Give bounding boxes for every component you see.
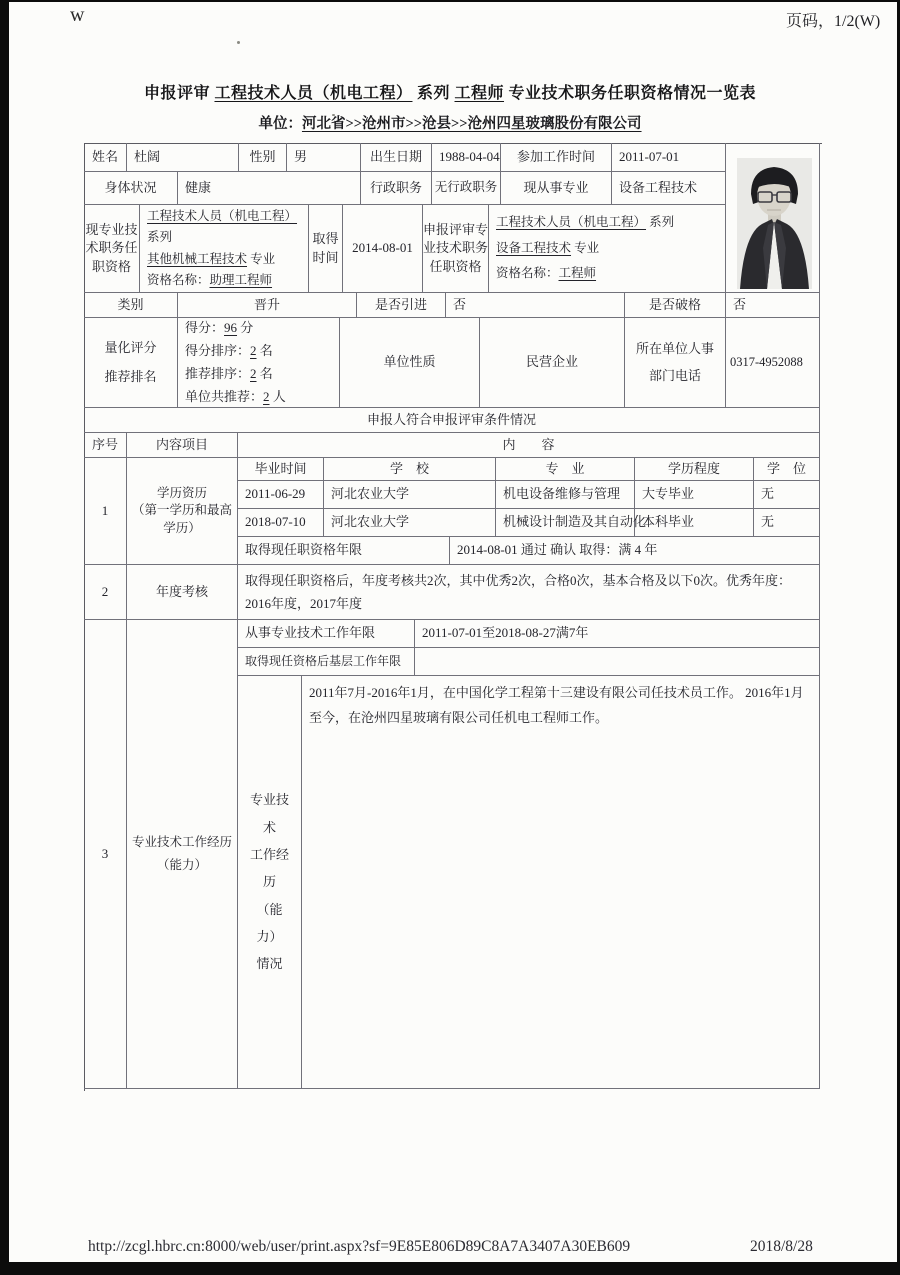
apply-qual-label-line: 申报评审专 (423, 222, 489, 238)
item2-label: 年度考核 (127, 565, 238, 620)
item2-content (238, 565, 820, 620)
score-value: 96 (224, 319, 238, 335)
current-qual-name-label: 资格名称： (147, 273, 210, 287)
rec-total-value: 2 (263, 389, 270, 405)
item1-no: 1 (84, 458, 127, 565)
quant-score-label (84, 318, 178, 408)
title-rank: 工程师 (454, 85, 505, 102)
item3-label-line: （能力） (156, 858, 207, 872)
apply-qual-label-line: 业技术职务 (423, 240, 489, 256)
field-gender-value: 男 (287, 143, 361, 172)
apply-qual-major-suffix: 专业 (571, 240, 600, 255)
field-health-value: 健康 (178, 172, 361, 205)
edu-row1-school: 河北农业大学 (324, 481, 496, 509)
edu-row2-school: 河北农业大学 (324, 509, 496, 537)
current-qual-label-line: 职资格 (91, 258, 131, 274)
quant-score-label-line: 量化评分 (104, 340, 157, 356)
item1-label-line: 学历资历 (156, 485, 207, 500)
item1-label-line: （第一学历和最高 (131, 503, 232, 518)
hr-phone-label (625, 318, 726, 408)
acquire-time-value: 2014-08-01 (343, 205, 423, 293)
score-rank-suffix: 名 (256, 342, 273, 358)
edu-header-major: 专 业 (496, 458, 635, 481)
field-admin-value: 无行政职务 (432, 172, 501, 205)
experience-side-label (238, 676, 302, 1089)
grassroots-value (415, 648, 820, 676)
edu-row1-diploma: 无 (754, 481, 820, 509)
edu-header-degree: 学历程度 (635, 458, 754, 481)
item1-label (127, 458, 238, 565)
field-current-major-value: 设备工程技术 (612, 172, 726, 205)
field-birth-value: 1988-04-04 (432, 143, 501, 172)
page-number: 页码，1/2(W) (786, 13, 881, 30)
exception-value: 否 (726, 293, 820, 318)
title-series: 工程技术人员（机电工程） (214, 85, 413, 102)
current-qual-label-line: 现专业技 (85, 222, 138, 238)
import-label: 是否引进 (357, 293, 446, 318)
category-value: 晋升 (178, 293, 357, 318)
apply-qual-content (489, 205, 726, 293)
score-suffix: 分 (237, 319, 254, 335)
unit-value: 河北省>>沧州市>>沧县>>沧州四星玻璃股份有限公司 (301, 116, 642, 132)
current-qual-content (140, 205, 309, 293)
experience-text: 2011年7月-2016年1月，在中国化学工程第十三建设有限公司任技术员工作。 2016年1月至今，在沧州四星玻璃有限公司任机电工程师工作。 (309, 685, 804, 725)
conditions-section-header: 申报人符合申报评审条件情况 (84, 408, 820, 433)
unit-type-label: 单位性质 (340, 318, 480, 408)
current-qual-series: 工程技术人员（机电工程） (147, 208, 298, 223)
unit-type-value: 民营企业 (480, 318, 625, 408)
field-name-label: 姓名 (84, 143, 127, 172)
edu-row2-degree: 本科毕业 (635, 509, 754, 537)
rec-total-label: 单位共推荐： (185, 389, 264, 405)
grassroots-label: 取得现任资格后基层工作年限 (238, 648, 415, 676)
edu-row2-major: 机械设计制造及其自动化 (496, 509, 635, 537)
field-workstart-value: 2011-07-01 (612, 143, 726, 172)
exception-label: 是否破格 (625, 293, 726, 318)
scan-speck (237, 41, 240, 44)
acquire-time-label-line: 时间 (312, 249, 339, 265)
current-qual-series-suffix: 系列 (147, 230, 173, 244)
unit-line (0, 112, 900, 133)
hr-phone-label-line: 所在单位人事 (635, 341, 714, 357)
apply-qual-label-line: 任职资格 (429, 258, 482, 274)
apply-qual-name: 工程师 (558, 266, 597, 281)
item1-label-line: 学历） (163, 520, 201, 535)
edu-row1-degree: 大专毕业 (635, 481, 754, 509)
apply-qual-series-suffix: 系列 (646, 215, 675, 230)
apply-qual-name-label: 资格名称： (496, 266, 559, 281)
side-label-line: 历 (262, 874, 276, 890)
apply-qual-label (423, 205, 489, 293)
scan-edge-bottom (0, 1262, 900, 1275)
hr-phone-label-line: 部门电话 (648, 367, 701, 383)
title-prefix: 申报评审 (143, 85, 215, 102)
col-content-header: 内 容 (238, 433, 820, 458)
unit-label: 单位： (258, 116, 302, 132)
footer-date: 2018/8/28 (750, 1238, 813, 1255)
edu-header-diploma: 学 位 (754, 458, 820, 481)
edu-row1-major: 机电设备维修与管理 (496, 481, 635, 509)
side-label-line: 工作经 (249, 847, 289, 863)
current-qual-label-line: 术职务任 (85, 240, 138, 256)
score-label: 得分： (185, 319, 225, 335)
import-value: 否 (446, 293, 625, 318)
title-suffix: 专业技术职务任职资格情况一览表 (504, 85, 757, 102)
rec-total-suffix: 人 (269, 389, 286, 405)
item3-label-line: 专业技术工作经历 (131, 834, 232, 849)
field-gender-label: 性别 (239, 143, 287, 172)
field-admin-label: 行政职务 (361, 172, 432, 205)
scan-edge-left (0, 0, 9, 1275)
field-workstart-label: 参加工作时间 (501, 143, 612, 172)
acquire-time-label-line: 取得 (312, 231, 339, 247)
applicant-photo (737, 158, 812, 289)
field-name-value: 杜阔 (127, 143, 239, 172)
experience-content-cell (302, 676, 820, 1089)
current-qual-major-suffix: 专业 (247, 251, 276, 266)
current-qual-name: 助理工程师 (209, 273, 273, 287)
edu-header-time: 毕业时间 (238, 458, 324, 481)
edu-row2-diploma: 无 (754, 509, 820, 537)
edu-header-school: 学 校 (324, 458, 496, 481)
work-years-label: 从事专业技术工作年限 (238, 620, 415, 648)
acquire-time-label (309, 205, 343, 293)
side-label-line: 力） (256, 928, 283, 944)
quant-score-details (178, 318, 340, 408)
side-label-line: 情况 (256, 956, 283, 972)
page-title (0, 80, 900, 103)
item3-no: 3 (84, 620, 127, 1089)
field-birth-label: 出生日期 (361, 143, 432, 172)
category-label: 类别 (84, 293, 178, 318)
apply-qual-major: 设备工程技术 (496, 240, 572, 255)
item2-no: 2 (84, 565, 127, 620)
current-qual-major: 其他机械工程技术 (147, 251, 248, 266)
hr-phone-value: 0317-4952088 (726, 318, 820, 408)
edu-row2-time: 2018-07-10 (238, 509, 324, 537)
rec-rank-suffix: 名 (256, 366, 273, 381)
field-current-major-label: 现从事专业 (501, 172, 612, 205)
annual-review-text: 取得现任职资格后，年度考核共2次，其中优秀2次，合格0次，基本合格及以下0次。优秀年度：2016年度，2017年度 (245, 572, 792, 611)
quant-score-label-line: 推荐排名 (104, 368, 157, 384)
rec-rank-value: 2 (250, 366, 257, 381)
tenure-label: 取得现任职资格年限 (238, 537, 450, 565)
footer-url: http://zcgl.hbrc.cn:8000/web/user/print.aspx?sf=9E85E806D89C8A7A3407A30EB609 (88, 1238, 631, 1255)
handwritten-mark: w (70, 4, 85, 26)
score-rank-value: 2 (250, 342, 257, 358)
item3-label (127, 620, 238, 1089)
scan-edge-top (0, 0, 900, 2)
side-label-line: （能 (256, 901, 283, 917)
title-mid: 系列 (412, 85, 455, 102)
current-qual-label (84, 205, 140, 293)
work-years-value: 2011-07-01至2018-08-27满7年 (415, 620, 820, 648)
rec-rank-label: 推荐排序： (185, 366, 251, 381)
col-no-header: 序号 (84, 433, 127, 458)
apply-qual-series: 工程技术人员（机电工程） (496, 215, 647, 230)
side-label-line: 专业技 (249, 792, 289, 808)
side-label-line: 术 (262, 819, 276, 835)
score-rank-label: 得分排序： (185, 342, 251, 358)
col-item-header: 内容项目 (127, 433, 238, 458)
field-health-label: 身体状况 (84, 172, 178, 205)
tenure-value: 2014-08-01 通过 确认 取得：满 4 年 (450, 537, 820, 565)
edu-row1-time: 2011-06-29 (238, 481, 324, 509)
